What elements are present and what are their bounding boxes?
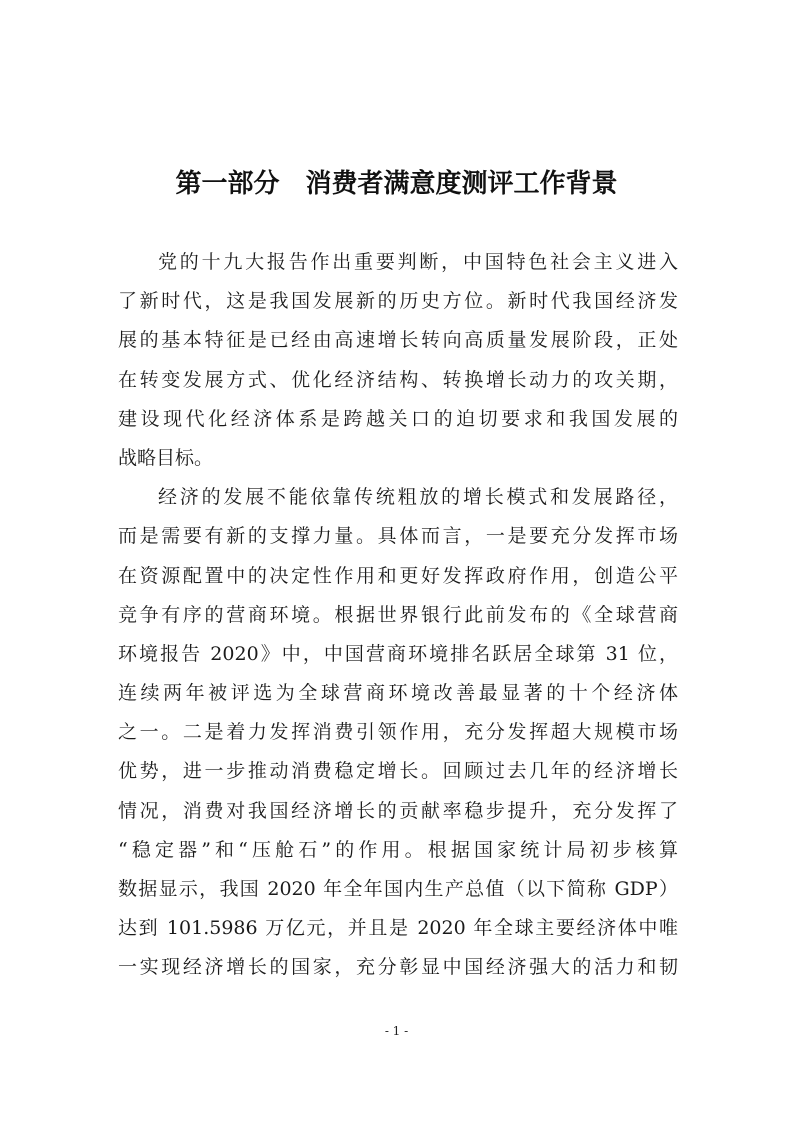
text-line: 建设现代化经济体系是跨越关口的迫切要求和我国发展的 xyxy=(118,407,678,430)
section-title: 第一部分 消费者满意度测评工作背景 xyxy=(175,169,618,199)
text-line: “稳定器”和“压舱石”的作用。根据国家统计局初步核算 xyxy=(118,838,678,861)
text-line: 竞争有序的营商环境。根据世界银行此前发布的《全球营商 xyxy=(118,603,678,626)
text-line: 在转变发展方式、优化经济结构、转换增长动力的攻关期， xyxy=(118,368,678,391)
text-line: 达到 101.5986 万亿元，并且是 2020 年全球主要经济体中唯 xyxy=(118,917,678,940)
text-line: 一实现经济增长的国家，充分彰显中国经济强大的活力和韧 xyxy=(118,956,678,979)
text-line: 环境报告 2020》中，中国营商环境排名跃居全球第 31 位， xyxy=(118,642,678,665)
text-line: 了新时代，这是我国发展新的历史方位。新时代我国经济发 xyxy=(118,290,678,313)
text-line: 经济的发展不能依靠传统粗放的增长模式和发展路径， xyxy=(158,486,678,509)
text-line: 之一。二是着力发挥消费引领作用，充分发挥超大规模市场 xyxy=(118,721,678,744)
paragraph-1 xyxy=(118,243,678,478)
page-number: - 1 - xyxy=(384,1024,409,1038)
paragraph-2 xyxy=(118,478,678,987)
text-line: 情况，消费对我国经济增长的贡献率稳步提升，充分发挥了 xyxy=(118,799,678,822)
text-line: 优势，进一步推动消费稳定增长。回顾过去几年的经济增长 xyxy=(118,760,678,783)
text-line: 连续两年被评选为全球营商环境改善最显著的十个经济体 xyxy=(118,682,678,705)
text-line: 战略目标。 xyxy=(118,446,214,469)
text-line: 展的基本特征是已经由高速增长转向高质量发展阶段，正处 xyxy=(118,329,678,352)
text-line: 党的十九大报告作出重要判断，中国特色社会主义进入 xyxy=(158,251,678,273)
text-line: 在资源配置中的决定性作用和更好发挥政府作用，创造公平 xyxy=(118,564,678,587)
text-line: 而是需要有新的支撑力量。具体而言，一是要充分发挥市场 xyxy=(118,525,678,548)
body-text xyxy=(118,243,678,988)
text-line: 数据显示，我国 2020 年全年国内生产总值（以下简称 GDP） xyxy=(118,878,678,900)
